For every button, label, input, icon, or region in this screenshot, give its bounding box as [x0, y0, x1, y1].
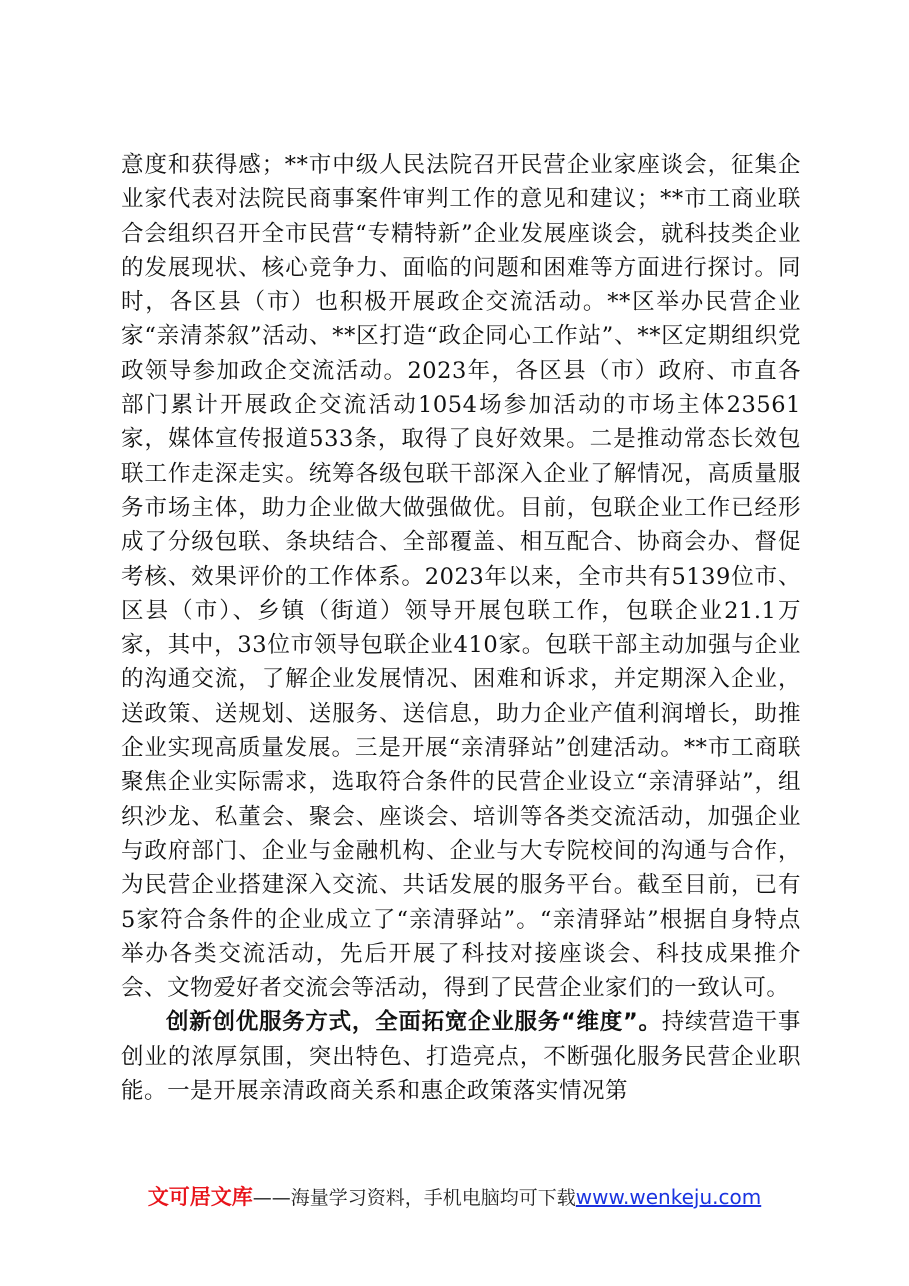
body-paragraph-2 [121, 1005, 801, 1108]
brand-name: 文可居文库 [147, 1185, 253, 1209]
paragraph-body: 持续营造干事创业的浓厚氛围，突出特色、打造亮点，不断强化服务民营企业职能。一是开展亲清政商关系和惠企政策落实情况第 [121, 1009, 801, 1105]
document-body [121, 148, 801, 1108]
paragraph-heading: 创新创优服务方式，全面拓宽企业服务“维度”。 [166, 1009, 662, 1036]
body-paragraph: 意度和获得感；**市中级人民法院召开民营企业家座谈会，征集企业家代表对法院民商事案件审判工作的意见和建议；**市工商业联合会组织召开全市民营“专精特新”企业发展座谈会，就科技类企业的发展现状、核心竞争力、面临的问题和困难等方面进行探讨。同时，各区县（市）也积极开展政企交流活动。**区举办民营企业家“亲清茶叙”活动、**区打造“政企同心工作站”、**区定期组织党政领导参加政企交流活动。2023年，各区县（市）政府、市直各部门累计开展政企交流活动1054场参加活动的市场主体23561家，媒体宣传报道533条，取得了良好效果。二是推动常态长效包联工作走深走实。统筹各级包联干部深入企业了解情况，高质量服务市场主体，助力企业做大做强做优。目前，包联企业工作已经形成了分级包联、条块结合、全部覆盖、相互配合、协商会办、督促考核、效果评价的工作体系。2023年以来，全市共有5139位市、区县（市）、乡镇（街道）领导开展包联工作，包联企业21.1万家，其中，33位市领导包联企业410家。包联干部主动加强与企业的沟通交流，了解企业发展情况、困难和诉求，并定期深入企业，送政策、送规划、送服务、送信息，助力企业产值利润增长，助推企业实现高质量发展。三是开展“亲清驿站”创建活动。**市工商联聚焦企业实际需求，选取符合条件的民营企业设立“亲清驿站”，组织沙龙、私董会、聚会、座谈会、培训等各类交流活动，加强企业与政府部门、企业与金融机构、企业与大专院校间的沟通与合作，为民营企业搭建深入交流、共话发展的服务平台。截至目前，已有5家符合条件的企业成立了“亲清驿站”。“亲清驿站”根据自身特点举办各类交流活动，先后开展了科技对接座谈会、科技成果推介会、文物爱好者交流会等活动，得到了民营企业家们的一致认可。 [121, 152, 801, 1002]
website-link[interactable]: www.wenkeju.com [575, 1185, 762, 1209]
watermark-footer [0, 1181, 909, 1211]
footer-slogan: ——海量学习资料，手机电脑均可下载 [252, 1187, 576, 1209]
